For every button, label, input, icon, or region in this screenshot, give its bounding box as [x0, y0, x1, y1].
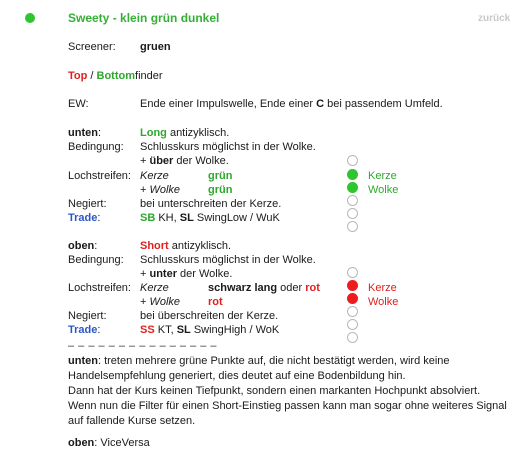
- unten-loch-label: Lochstreifen:: [68, 170, 131, 182]
- unten-trade-kh: KH,: [155, 212, 180, 224]
- oben-negiert-label: Negiert:: [68, 310, 107, 322]
- page-title: Sweety - klein grün dunkel: [68, 11, 220, 25]
- oben-kerze-oder: oder: [277, 282, 306, 294]
- ew-post: bei passendem Umfeld.: [324, 98, 443, 110]
- unten-kerze-val: grün: [208, 170, 233, 182]
- oben-signal: [140, 240, 231, 252]
- note-text: : treten mehrere grüne Punkte auf, die nicht bestätigt werden, wird keine Handelsempfehlung generiert, dies deutet auf eine Bodenbildung hin.: [68, 355, 450, 382]
- wolke-red-indicator-icon: [347, 293, 358, 304]
- empty-indicator-icon: [347, 332, 358, 343]
- unten-trade-rest: SwingLow / WuK: [193, 212, 280, 224]
- ew-c: C: [316, 98, 325, 110]
- footer-line: [68, 437, 150, 449]
- kerze-red-indicator-icon: [347, 280, 358, 291]
- unten-legend-wolke: Wolke: [368, 184, 399, 196]
- oben-wolke-pre: +: [140, 296, 150, 308]
- unten-trade-label: [68, 212, 100, 224]
- unten-wolke-pre: +: [140, 184, 150, 196]
- ew-text: [140, 98, 443, 110]
- unten-b2-bold: über: [149, 155, 174, 167]
- oben-trade-word: Trade: [68, 324, 98, 336]
- oben-trade-ss: SS: [140, 324, 155, 336]
- unten-negiert-label: Negiert:: [68, 198, 107, 210]
- unten-wolke: Wolke: [149, 184, 181, 196]
- finder-suffix: finder: [135, 70, 163, 82]
- finder-bottom: Bottom: [96, 70, 136, 82]
- empty-indicator-icon: [347, 155, 358, 166]
- unten-bedingung-label: Bedingung:: [68, 141, 124, 153]
- unten-b2-post: der Wolke.: [173, 155, 229, 167]
- oben-bedingung-2: [140, 268, 232, 280]
- unten-trade-sb: SB: [140, 212, 156, 224]
- back-link[interactable]: zurück: [478, 13, 511, 24]
- unten-wolke-line: [140, 184, 180, 196]
- unten-heading: [68, 127, 101, 139]
- unten-label: unten: [68, 127, 98, 139]
- footer-text: : ViceVersa: [94, 437, 150, 449]
- oben-wolke-val: rot: [208, 296, 223, 308]
- note-line3: Wenn nun die Filter für einen Short-Einstieg passen kann man sogar ohne weiteres Signal auf fallende Kurse setzen.: [68, 400, 507, 427]
- oben-legend-wolke: Wolke: [368, 296, 399, 308]
- unten-trade-colon: :: [97, 212, 101, 224]
- oben-wolke-line: [140, 296, 180, 308]
- empty-indicator-icon: [347, 195, 358, 206]
- unten-trade-sl: SL: [179, 212, 194, 224]
- finder-top: Top: [68, 70, 88, 82]
- note-paragraph: [68, 354, 518, 429]
- oben-loch-label: Lochstreifen:: [68, 282, 131, 294]
- unten-legend-kerze: Kerze: [368, 170, 397, 182]
- empty-indicator-icon: [347, 267, 358, 278]
- oben-negiert-text: bei überschreiten der Kerze.: [140, 310, 279, 322]
- empty-indicator-icon: [347, 319, 358, 330]
- wolke-green-indicator-icon: [347, 182, 358, 193]
- ew-label: EW:: [68, 98, 89, 110]
- oben-kerze: Kerze: [140, 282, 169, 294]
- unten-colon: :: [97, 127, 102, 139]
- unten-negiert-text: bei unterschreiten der Kerze.: [140, 198, 282, 210]
- oben-trade-text: [140, 324, 279, 336]
- unten-bedingung-2: [140, 155, 229, 167]
- empty-indicator-icon: [347, 221, 358, 232]
- oben-kerze-val2: rot: [305, 282, 320, 294]
- oben-b2-pre: +: [140, 268, 150, 280]
- screener-label: Screener:: [68, 41, 116, 53]
- oben-signal-word: Short: [140, 240, 169, 252]
- oben-signal-rest: antizyklisch.: [168, 240, 232, 252]
- status-dot-icon: [25, 13, 35, 23]
- unten-trade-word: Trade: [68, 212, 98, 224]
- oben-trade-colon: :: [97, 324, 101, 336]
- oben-b2-bold: unter: [149, 268, 177, 280]
- oben-b2-post: der Wolke.: [176, 268, 233, 280]
- oben-colon: :: [94, 240, 98, 252]
- finder-sep: /: [87, 70, 97, 82]
- unten-b2-pre: +: [140, 155, 150, 167]
- screener-value: gruen: [140, 41, 171, 53]
- oben-trade-kt: KT,: [154, 324, 177, 336]
- separator: – – – – – – – – – – – – – – –: [68, 340, 218, 352]
- oben-bedingung-1: Schlusskurs möglichst in der Wolke.: [140, 254, 316, 266]
- unten-wolke-val: grün: [208, 184, 233, 196]
- finder-line: [68, 70, 163, 82]
- oben-label: oben: [68, 240, 95, 252]
- oben-kerze-val1: schwarz lang: [208, 282, 278, 294]
- kerze-green-indicator-icon: [347, 169, 358, 180]
- unten-signal-word: Long: [140, 127, 167, 139]
- empty-indicator-icon: [347, 306, 358, 317]
- oben-kerze-vals: [208, 282, 320, 294]
- footer-label: oben: [68, 437, 95, 449]
- oben-wolke: Wolke: [149, 296, 181, 308]
- oben-bedingung-label: Bedingung:: [68, 254, 124, 266]
- note-label: unten: [68, 355, 98, 367]
- oben-trade-rest: SwingHigh / WoK: [190, 324, 280, 336]
- oben-legend-kerze: Kerze: [368, 282, 397, 294]
- unten-kerze: Kerze: [140, 170, 169, 182]
- unten-bedingung-1: Schlusskurs möglichst in der Wolke.: [140, 141, 316, 153]
- oben-trade-label: [68, 324, 100, 336]
- unten-trade-text: [140, 212, 280, 224]
- unten-signal-rest: antizyklisch.: [166, 127, 230, 139]
- unten-signal: [140, 127, 229, 139]
- note-line2: Dann hat der Kurs keinen Tiefpunkt, sondern einen markanten Hochpunkt absolviert.: [68, 385, 481, 397]
- oben-trade-sl: SL: [176, 324, 191, 336]
- empty-indicator-icon: [347, 208, 358, 219]
- ew-pre: Ende einer Impulswelle, Ende einer: [140, 98, 317, 110]
- oben-heading: [68, 240, 97, 252]
